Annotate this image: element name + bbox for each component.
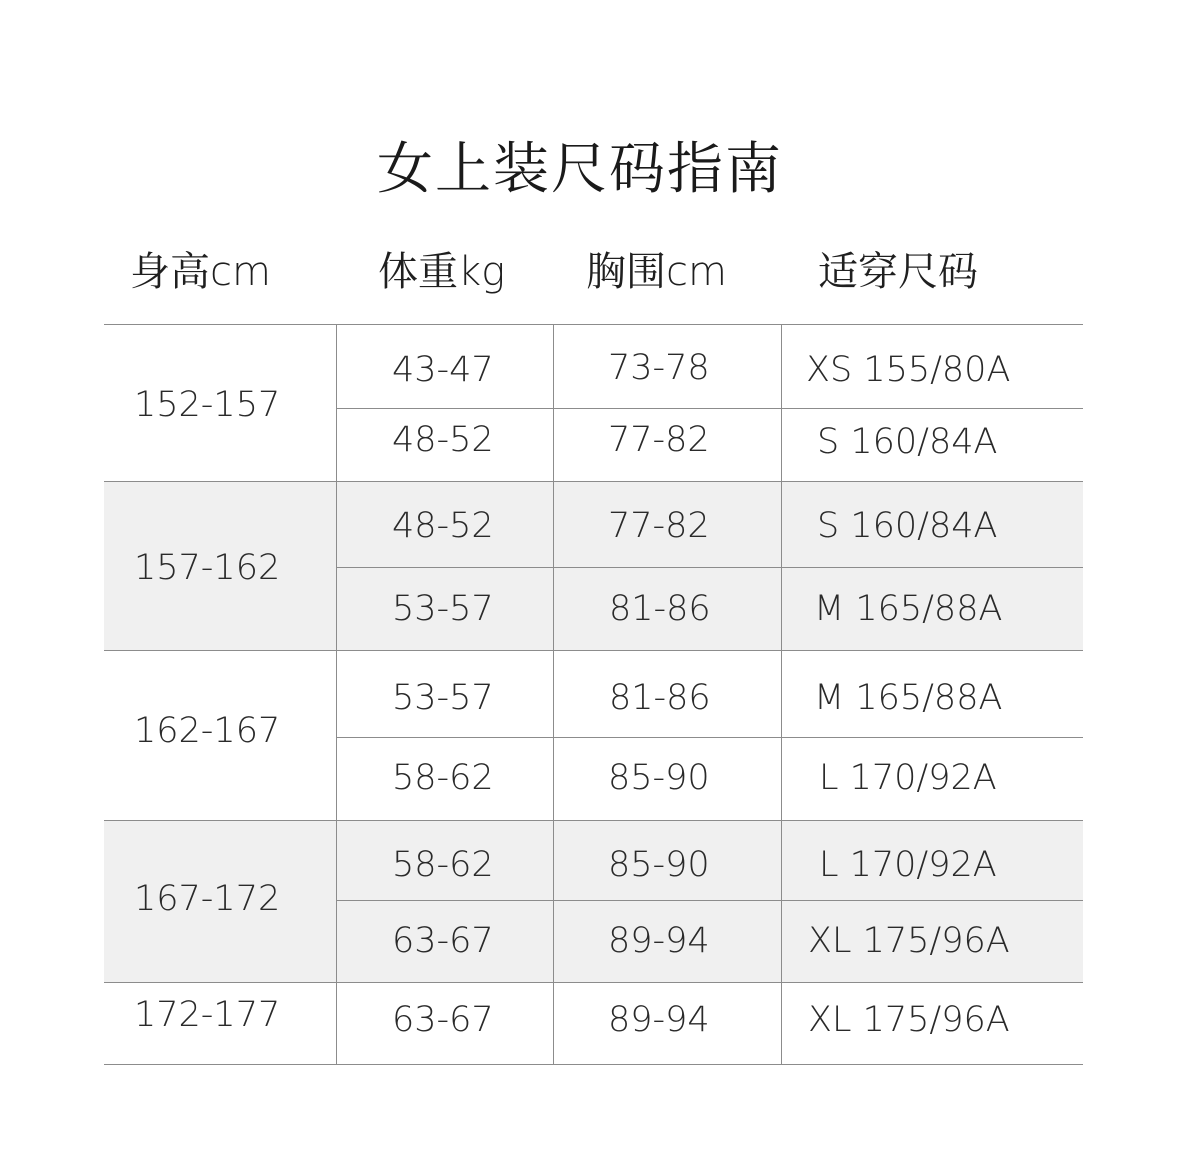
height-range: 157-162: [134, 548, 281, 588]
size-cell: L 170/92A: [819, 758, 997, 798]
column-divider: [781, 325, 782, 481]
height-range: 172-177: [134, 995, 281, 1035]
header-bust: 胸围cm: [586, 249, 727, 295]
column-divider: [781, 983, 782, 1064]
weight-cell: 58-62: [392, 845, 494, 885]
column-divider: [553, 482, 554, 650]
size-cell: S 160/84A: [817, 506, 998, 546]
column-divider: [336, 821, 337, 982]
column-divider: [781, 482, 782, 650]
bust-cell: 85-90: [608, 845, 710, 885]
column-divider: [553, 651, 554, 820]
table-group: [104, 820, 1083, 982]
size-table: [104, 324, 1083, 1065]
weight-cell: 48-52: [392, 420, 494, 460]
bust-cell: 89-94: [608, 1000, 710, 1040]
page-title: 女上装尺码指南: [377, 137, 783, 202]
bust-cell: 85-90: [608, 758, 710, 798]
bust-cell: 77-82: [608, 420, 710, 460]
size-cell: M 165/88A: [814, 589, 1003, 629]
height-range: 152-157: [134, 385, 281, 425]
row-divider: [336, 408, 1083, 409]
bust-cell: 77-82: [608, 506, 710, 546]
weight-cell: 63-67: [392, 1000, 494, 1040]
column-divider: [553, 325, 554, 481]
size-cell: L 170/92A: [819, 845, 997, 885]
column-divider: [336, 325, 337, 481]
bust-cell: 73-78: [608, 348, 710, 388]
weight-cell: 53-57: [392, 678, 494, 718]
row-divider: [336, 567, 1083, 568]
table-header: [0, 240, 1200, 300]
size-cell: XL 175/96A: [808, 921, 1010, 961]
header-size: 适穿尺码: [818, 249, 978, 295]
bust-cell: 81-86: [609, 678, 711, 718]
weight-cell: 53-57: [392, 589, 494, 629]
height-range: 167-172: [134, 879, 281, 919]
column-divider: [336, 651, 337, 820]
header-height: 身高cm: [130, 249, 271, 295]
table-group: [104, 325, 1083, 481]
column-divider: [336, 482, 337, 650]
weight-cell: 63-67: [392, 921, 494, 961]
table-group: [104, 481, 1083, 650]
column-divider: [336, 983, 337, 1064]
weight-cell: 48-52: [392, 506, 494, 546]
size-cell: XL 175/96A: [808, 1000, 1010, 1040]
table-group: [104, 650, 1083, 820]
size-cell: XS 155/80A: [806, 350, 1011, 390]
weight-cell: 58-62: [392, 758, 494, 798]
row-divider: [336, 900, 1083, 901]
size-cell: S 160/84A: [817, 422, 998, 462]
column-divider: [553, 983, 554, 1064]
bust-cell: 81-86: [609, 589, 711, 629]
bust-cell: 89-94: [608, 921, 710, 961]
size-cell: M 165/88A: [814, 678, 1003, 718]
weight-cell: 43-47: [392, 350, 494, 390]
table-group: [104, 982, 1083, 1064]
column-divider: [781, 821, 782, 982]
column-divider: [781, 651, 782, 820]
row-divider: [336, 737, 1083, 738]
height-range: 162-167: [134, 711, 281, 751]
header-weight: 体重kg: [378, 249, 506, 295]
column-divider: [553, 821, 554, 982]
